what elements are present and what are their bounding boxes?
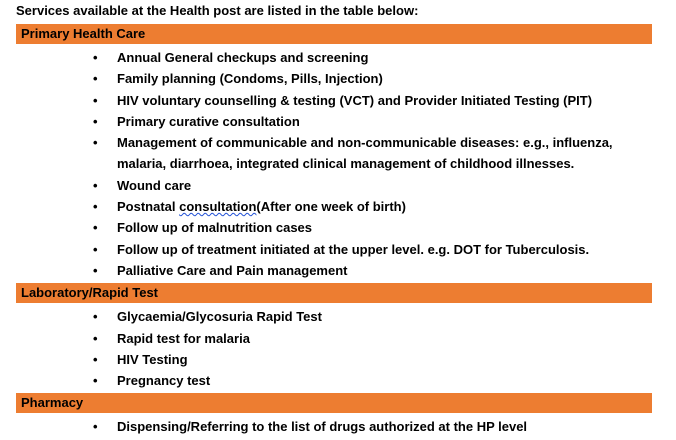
- section-header: Pharmacy: [16, 393, 652, 414]
- section-list: [16, 414, 652, 439]
- list-item: [16, 260, 652, 281]
- list-item: [16, 239, 652, 260]
- intro-text: Services available at the Health post are listed in the table below:: [16, 3, 419, 18]
- list-item-text: Primary curative consultation: [117, 113, 300, 129]
- list-item: [16, 370, 652, 391]
- bullet-icon: •: [93, 113, 98, 129]
- bullet-icon: •: [93, 71, 98, 87]
- list-item: [16, 132, 652, 175]
- list-item-text: Follow up of malnutrition cases: [117, 220, 313, 236]
- bullet-icon: •: [93, 262, 98, 278]
- bullet-icon: •: [93, 220, 98, 236]
- list-item-text: Family planning (Condoms, Pills, Injection): [117, 71, 383, 87]
- bullet-icon: •: [93, 309, 98, 325]
- list-item-text-underlined: consultation: [179, 199, 257, 215]
- bullet-icon: •: [93, 92, 98, 108]
- list-item-text: Management of communicable and non-communicable diseases: e.g., influenza, malaria, diarrhoea, integrated clinical management of childhood illnesses.: [117, 135, 613, 172]
- list-item: [16, 175, 652, 196]
- list-item-text: Follow up of treatment initiated at the upper level. e.g. DOT for Tuberculosis.: [117, 241, 590, 257]
- list-item: [16, 217, 652, 238]
- bullet-icon: •: [93, 351, 98, 367]
- bullet-icon: •: [93, 419, 98, 435]
- list-item: [16, 306, 652, 327]
- section-header: Laboratory/Rapid Test: [16, 283, 652, 304]
- list-item: [16, 47, 652, 68]
- bullet-icon: •: [93, 177, 98, 193]
- list-item-text: Annual General checkups and screening: [117, 50, 369, 65]
- list-item-text: (After one week of birth): [256, 199, 406, 215]
- list-item-text: Dispensing/Referring to the list of drugs authorized at the HP level: [117, 419, 528, 435]
- list-item: [16, 90, 652, 111]
- list-item-text: Glycaemia/Glycosuria Rapid Test: [117, 309, 322, 325]
- bullet-icon: •: [93, 373, 98, 389]
- list-item-text: HIV voluntary counselling & testing (VCT) and Provider Initiated Testing (PIT): [117, 92, 593, 108]
- section-list: [16, 45, 652, 283]
- list-item: [16, 68, 652, 89]
- bullet-icon: •: [93, 135, 98, 151]
- section-list: [16, 304, 652, 393]
- list-item: [16, 349, 652, 370]
- services-table: [16, 24, 652, 440]
- bullet-icon: •: [93, 330, 98, 346]
- section-header: Primary Health Care: [16, 24, 652, 45]
- list-item-text: HIV Testing: [117, 351, 188, 367]
- list-item-text: Palliative Care and Pain management: [117, 262, 348, 278]
- list-item: [16, 196, 652, 217]
- list-item-text: Rapid test for malaria: [117, 330, 250, 346]
- list-item-text: Postnatal: [117, 199, 180, 215]
- list-item-text: Pregnancy test: [117, 373, 211, 389]
- bullet-icon: •: [93, 50, 98, 65]
- bullet-icon: •: [93, 199, 98, 215]
- list-item: [16, 111, 652, 132]
- bullet-icon: •: [93, 241, 98, 257]
- list-item-text: Wound care: [117, 177, 192, 193]
- list-item: [16, 328, 652, 349]
- list-item: [16, 416, 652, 437]
